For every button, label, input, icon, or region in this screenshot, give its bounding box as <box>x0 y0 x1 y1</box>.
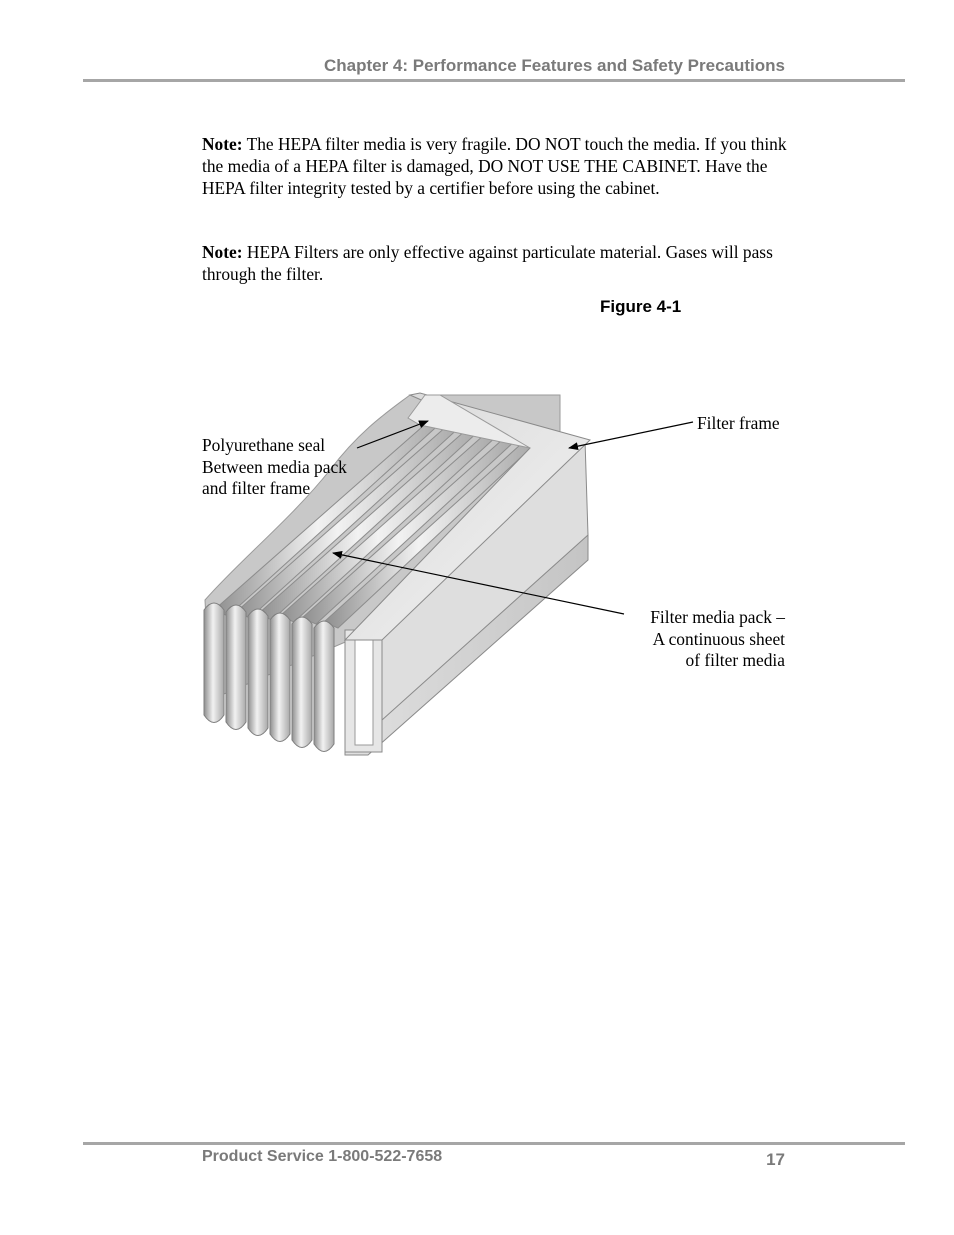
callout-line: Between media pack <box>202 456 347 477</box>
note-text: The HEPA filter media is very fragile. DO NOT touch the media. If you think the media of a HEPA filter is damaged, DO NOT USE THE CABINET. Have the HEPA filter integrity tested by a certifier before using the cabinet. <box>202 134 787 198</box>
callout-line: Polyurethane seal <box>202 435 326 455</box>
footer-service-phone: Product Service 1-800-522-7658 <box>202 1148 443 1165</box>
page-number: 17 <box>766 1150 785 1169</box>
callout-filter-frame <box>697 413 780 435</box>
callout-polyurethane-seal <box>202 435 347 500</box>
figure-title: Figure 4-1 <box>600 297 682 316</box>
callout-line: Filter frame <box>697 413 780 433</box>
callout-line: and filter frame <box>202 478 311 498</box>
callout-line: of filter media <box>685 650 785 670</box>
note-label: Note: <box>202 134 243 154</box>
callout-line: Filter media pack – <box>650 607 785 627</box>
callout-filter-media-pack <box>650 607 785 672</box>
note-text: HEPA Filters are only effective against particulate material. Gases will pass through the filter. <box>202 242 773 284</box>
note-label: Note: <box>202 242 243 262</box>
footer-rule <box>83 1142 905 1145</box>
frame-leader-line <box>569 422 693 448</box>
callout-line: A continuous sheet <box>652 628 785 649</box>
chapter-header: Chapter 4: Performance Features and Safety Precautions <box>323 56 785 75</box>
